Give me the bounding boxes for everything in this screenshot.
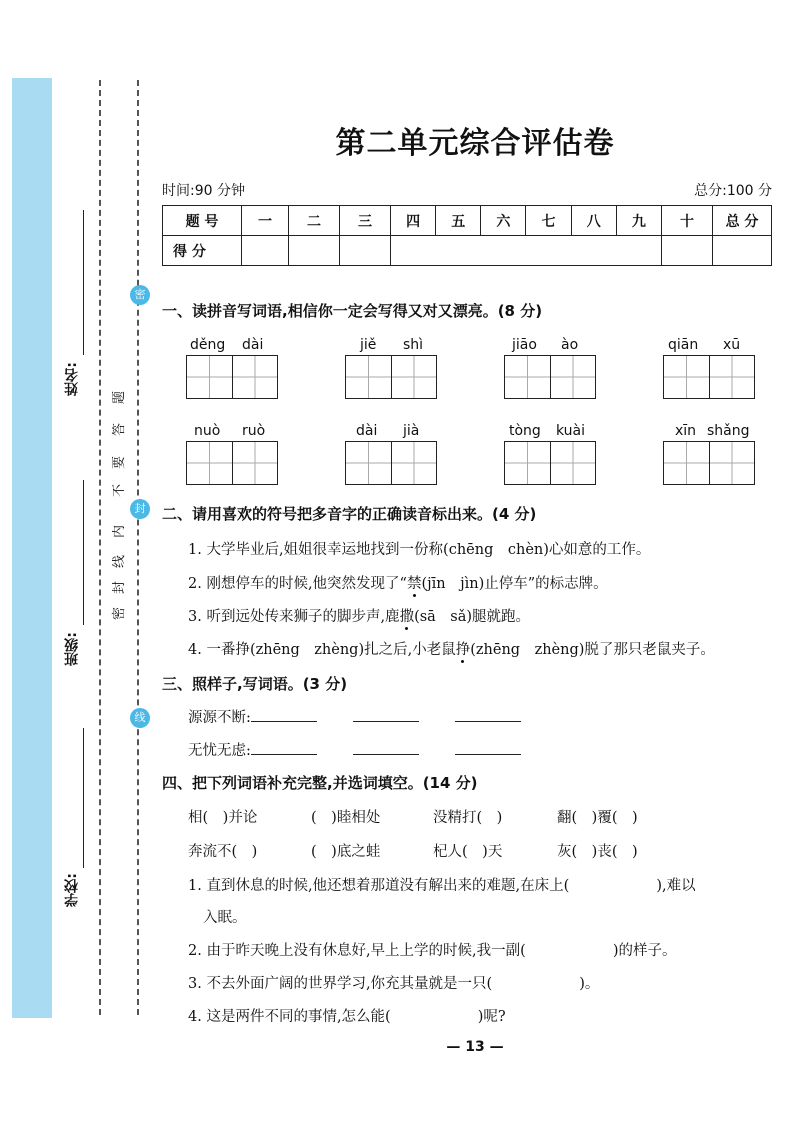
pinyin: qiān — [668, 337, 699, 353]
seal-char: 密 — [112, 606, 128, 621]
score-cell[interactable] — [340, 236, 391, 266]
q3-row-1 — [188, 706, 557, 727]
answer-blank[interactable] — [251, 707, 317, 722]
score-cell[interactable] — [391, 236, 662, 266]
q2-item-2-text: (jīn jìn)止停车”的标志牌。 — [421, 576, 608, 592]
q2-item-2-text: 2. 刚想停车的时候,他突然发现了“ — [188, 576, 407, 592]
writing-grid[interactable] — [186, 355, 278, 399]
q2-item-3 — [188, 605, 530, 626]
name-underline — [83, 210, 84, 355]
score-cell[interactable] — [713, 236, 772, 266]
q4-idiom: 奔流不( ) — [188, 844, 258, 860]
header-cell: 八 — [571, 206, 616, 236]
pinyin: xīn — [675, 423, 697, 439]
pinyin: kuài — [556, 423, 586, 439]
pinyin: nuò — [194, 423, 221, 439]
pinyin: xū — [723, 337, 741, 353]
header-cell: 一 — [242, 206, 289, 236]
answer-blank[interactable] — [251, 740, 317, 755]
q2-item-4 — [188, 638, 715, 659]
q3-heading: 三、照样子,写词语。(3 分) — [162, 675, 348, 693]
page-title: 第二单元综合评估卷 — [335, 126, 615, 161]
q2-item-3-target: 撒 — [399, 609, 415, 625]
score-table-header — [163, 206, 772, 236]
pinyin: jiāo — [512, 337, 537, 353]
q4-sentence-2: 2. 由于昨天晚上没有休息好,早上上学的时候,我一副( )的样子。 — [188, 943, 677, 959]
seal-badge-xian: 线 — [130, 708, 150, 728]
pinyin: jiě — [360, 337, 377, 353]
score-cell[interactable] — [242, 236, 289, 266]
writing-grid[interactable] — [663, 441, 755, 485]
row-label: 得 分 — [163, 236, 242, 266]
header-cell: 二 — [289, 206, 340, 236]
q4-idiom: ( )底之蛙 — [311, 844, 381, 860]
q3-example-1: 源源不断: — [188, 710, 251, 726]
writing-grid[interactable] — [663, 355, 755, 399]
header-cell: 五 — [436, 206, 481, 236]
q4-sentence-1: 1. 直到休息的时候,他还想着那道没有解出来的难题,在床上( ),难以 — [188, 878, 696, 894]
class-label: 班级: — [64, 632, 80, 666]
pinyin: ào — [561, 337, 579, 353]
header-cell: 七 — [526, 206, 571, 236]
name-label: 姓名: — [64, 362, 80, 396]
q4-sentence-1-cont: 入眠。 — [203, 910, 247, 926]
score-table-row — [163, 236, 772, 266]
pinyin: ruò — [242, 423, 266, 439]
header-cell: 总 分 — [713, 206, 772, 236]
pinyin: jià — [403, 423, 420, 439]
time-limit: 时间:90 分钟 — [162, 183, 245, 199]
header-cell: 九 — [616, 206, 661, 236]
total-score: 总分:100 分 — [694, 183, 772, 199]
writing-grid[interactable] — [504, 441, 596, 485]
q4-idiom: ( )睦相处 — [311, 810, 381, 826]
cut-line-outer — [137, 80, 139, 1015]
school-underline — [83, 728, 84, 868]
pinyin: shǎng — [707, 423, 750, 439]
q2-item-3-text: (sā sǎ)腿就跑。 — [414, 609, 531, 625]
writing-grid[interactable] — [504, 355, 596, 399]
seal-char: 内 — [112, 524, 128, 539]
seal-char: 不 — [112, 483, 128, 498]
pinyin: shì — [403, 337, 424, 353]
answer-blank[interactable] — [455, 740, 521, 755]
score-cell[interactable] — [289, 236, 340, 266]
q2-item-4-text: (zhēng zhèng)脱了那只老鼠夹子。 — [470, 642, 715, 658]
pinyin: dài — [356, 423, 378, 439]
q2-item-1: 1. 大学毕业后,姐姐很幸运地找到一份称(chēng chèn)心如意的工作。 — [188, 542, 651, 558]
binding-strip — [12, 78, 52, 1018]
cut-line-inner — [99, 80, 101, 1015]
q2-item-2 — [188, 572, 608, 593]
q1-heading: 一、读拼音写词语,相信你一定会写得又对又漂亮。(8 分) — [162, 302, 543, 320]
seal-char: 封 — [112, 580, 128, 595]
school-label: 学校: — [64, 873, 80, 907]
q4-idiom: 灰( )丧( ) — [557, 844, 638, 860]
header-cell: 四 — [391, 206, 436, 236]
q4-idiom: 没精打( ) — [433, 810, 503, 826]
header-cell: 三 — [340, 206, 391, 236]
header-cell: 题 号 — [163, 206, 242, 236]
q2-heading: 二、请用喜欢的符号把多音字的正确读音标出来。(4 分) — [162, 505, 537, 523]
q4-idiom: 相( )并论 — [188, 810, 258, 826]
seal-badge-feng: 封 — [130, 499, 150, 519]
q4-idiom: 杞人( )天 — [433, 844, 503, 860]
seal-badge-mi: 密 — [130, 285, 150, 305]
answer-blank[interactable] — [353, 740, 419, 755]
pinyin: dài — [242, 337, 264, 353]
q4-heading: 四、把下列词语补充完整,并选词填空。(14 分) — [162, 774, 478, 792]
q2-item-2-target: 禁 — [406, 576, 422, 592]
q4-idiom: 翻( )覆( ) — [557, 810, 638, 826]
q2-item-3-text: 3. 听到远处传来狮子的脚步声,鹿 — [188, 609, 400, 625]
seal-char: 线 — [112, 554, 128, 569]
class-underline — [83, 480, 84, 625]
q3-row-2 — [188, 739, 557, 760]
answer-blank[interactable] — [353, 707, 419, 722]
seal-char: 题 — [112, 390, 128, 405]
answer-blank[interactable] — [455, 707, 521, 722]
q4-sentence-3: 3. 不去外面广阔的世界学习,你充其量就是一只( )。 — [188, 976, 600, 992]
q2-item-4-text: 4. 一番挣(zhēng zhèng)扎之后,小老鼠 — [188, 642, 456, 658]
pinyin: děng — [190, 337, 226, 353]
seal-char: 要 — [112, 455, 128, 470]
writing-grid[interactable] — [345, 441, 437, 485]
writing-grid[interactable] — [345, 355, 437, 399]
pinyin: tòng — [509, 423, 541, 439]
header-cell: 十 — [662, 206, 713, 236]
page-number: — 13 — — [446, 1039, 504, 1055]
q3-example-2: 无忧无虑: — [188, 743, 251, 759]
header-cell: 六 — [481, 206, 526, 236]
score-cell[interactable] — [662, 236, 713, 266]
seal-char: 答 — [112, 422, 128, 437]
q4-sentence-4: 4. 这是两件不同的事情,怎么能( )呢? — [188, 1009, 506, 1025]
q2-item-4-target: 挣 — [455, 642, 471, 658]
writing-grid[interactable] — [186, 441, 278, 485]
score-table — [162, 205, 772, 266]
